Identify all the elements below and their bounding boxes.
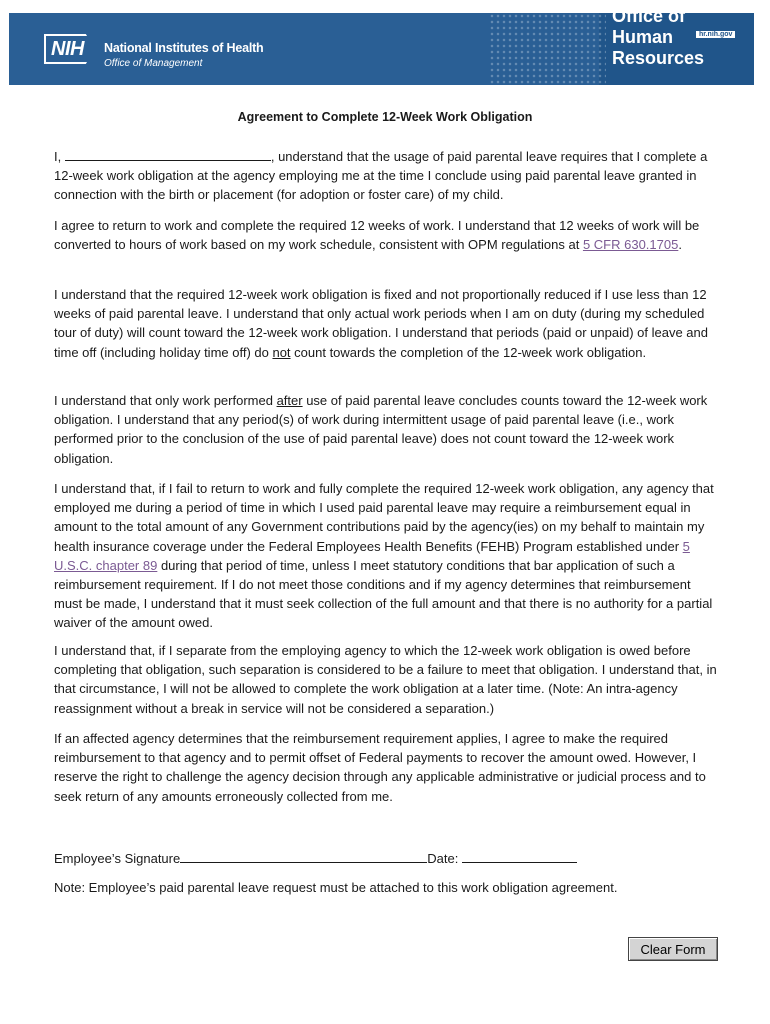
paragraph-text: I agree to return to work and complete the required 12 weeks of work. I understand that 12 weeks of work will be converted to hours of work based on my work schedule, consistent with OPM regulations at xyxy=(54,218,700,253)
paragraph-text: I understand that the required 12-week work obligation is fixed and not proportionally reduced if I use less than 12 weeks of paid parental leave. I understand that only actual work periods when I am on duty (during my scheduled tour of duty) will count toward the 12-week work obligation. I understand that periods (paid or unpaid) of leave and time off (including holiday time off) do xyxy=(54,287,708,360)
paragraph-text: count towards the completion of the 12-week work obligation. xyxy=(290,344,647,360)
paragraph-return-to-work xyxy=(54,216,718,254)
date-label: Date: xyxy=(427,851,462,866)
ohr-url: hr.nih.gov xyxy=(696,31,735,38)
nih-office: Office of Management xyxy=(104,58,203,69)
paragraph-separation: I understand that, if I separate from the employing agency to which the 12-week work obligation is owed before completing that obligation, such separation is considered to be a failure to meet that obligation. I understand that, in that circumstance, I will not be allowed to complete the work obligation at a later time. (Note: An intra-agency reassignment without a break in service will not be considered a separation.) xyxy=(54,643,717,716)
name-field[interactable] xyxy=(65,147,271,161)
usc-link[interactable]: 5 U.S.C. chapter 89 xyxy=(54,538,690,573)
paragraph-text: I understand that only work performed xyxy=(54,393,277,408)
nih-name: National Institutes of Health xyxy=(104,41,264,55)
signature-label: Employee’s Signature xyxy=(54,851,181,866)
signature-field[interactable] xyxy=(180,849,427,863)
ohr-title-line2: Human xyxy=(612,27,674,47)
paragraph-acknowledgement xyxy=(54,147,718,205)
paragraph-text: use of paid parental leave concludes counts toward the 12-week work obligation. I understand that any period(s) of work during intermittent usage of paid parental leave (i.e., work performed prior to the conclusion of the use of paid parental leave) does not count toward the 12-week work obligation. xyxy=(54,393,708,466)
paragraph-text: , understand that the usage of paid parental leave requires that I complete a 12-week work obligation at the agency employing me at the time I conclude using paid parental leave granted in connection with the birth or placement (for adoption or foster care) of my child. xyxy=(54,149,708,203)
paragraph-work-after-leave xyxy=(54,391,718,468)
attachment-note: Note: Employee’s paid parental leave request must be attached to this work obligation agreement. xyxy=(54,880,618,895)
clear-form-button[interactable]: Clear Form xyxy=(628,937,718,961)
nih-logo: NIH xyxy=(51,38,84,60)
ohr-title-line3: Resources xyxy=(612,48,705,68)
emphasis-after: after xyxy=(276,393,303,408)
ohr-title-line1: Office of xyxy=(612,6,686,26)
paragraph-challenge: If an affected agency determines that the reimbursement requirement applies, I agree to make the required reimbursement to that agency and to permit offset of Federal payments to recover the amount owed. However, I reserve the right to challenge the agency decision through any applicable administrative or judicial process and to seek return of any amounts erroneously collected from me. xyxy=(54,731,706,804)
emphasis-not: not xyxy=(272,344,291,360)
signature-line xyxy=(54,849,577,866)
paragraph-fixed-obligation xyxy=(54,285,718,362)
paragraph-text: I, xyxy=(54,149,65,164)
cfr-link[interactable]: 5 CFR 630.1705 xyxy=(582,237,679,253)
paragraph-text: . xyxy=(678,237,682,253)
date-field[interactable] xyxy=(462,849,577,863)
banner-pattern xyxy=(489,13,609,85)
paragraph-text: I understand that, if I fail to return to work and fully complete the required 12-week work obligation, any agency that employed me during a period of time in which I used paid parental leave may require a reimbursement equal in amount to the total amount of any Government contributions paid by the agency(ies) on my behalf to maintain my health insurance coverage under the Federal Employees Health Benefits (FEHB) Program established under xyxy=(54,481,714,554)
document-title: Agreement to Complete 12-Week Work Obligation xyxy=(237,110,533,124)
paragraph-reimbursement xyxy=(54,479,718,633)
paragraph-text: during that period of time, unless I meet statutory conditions that bar application of such a reimbursement requirement. If I do not meet those conditions and if my agency determines that reimbursement must be made, I understand that it must seek collection of the full amount and that there is no authority for a partial waiver of the amount owed. xyxy=(54,557,713,631)
ohr-logo-text xyxy=(612,6,704,69)
